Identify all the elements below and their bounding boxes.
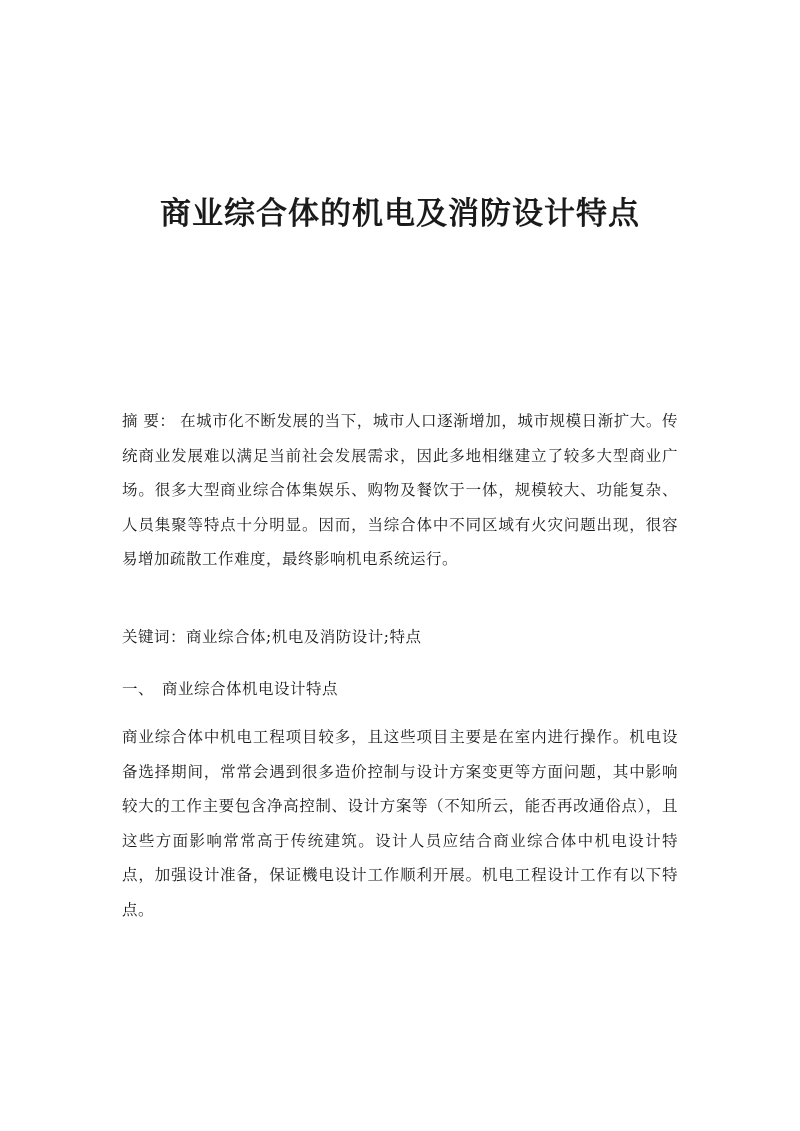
document-title: 商业综合体的机电及消防设计特点: [160, 196, 640, 232]
keywords-label: 关键词：: [122, 628, 187, 646]
section-heading: [122, 672, 678, 707]
section-number: 一、: [122, 680, 155, 698]
abstract-text: 在城市化不断发展的当下，城市人口逐渐增加，城市规模日渐扩大。传统商业发展难以满足当前社会发展需求，因此多地相继建立了较多大型商业广场。很多大型商业综合体集娱乐、购物及餐饮于一体，规模较大、功能复杂、人员集聚等特点十分明显。因而，当综合体中不同区域有火灾问题出现，很容易增加疏散工作难度，最终影响机电系统运行。: [122, 412, 678, 568]
abstract-paragraph: [122, 404, 678, 577]
keywords-text: 商业综合体;机电及消防设计;特点: [186, 628, 422, 646]
section-heading-text: 商业综合体机电设计特点: [162, 680, 339, 698]
section-paragraph: 商业综合体中机电工程项目较多，且这些项目主要是在室内进行操作。机电设备选择期间，常常会遇到很多造价控制与设计方案变更等方面问题，其中影响较大的工作主要包含净高控制、设计方案等（不知所云，能否再改通俗点），且这些方面影响常常高于传统建筑。设计人员应结合商业综合体中机电设计特点，加强设计准备，保证機电设计工作顺利开展。机电工程设计工作有以下特点。: [122, 728, 678, 919]
abstract-label: 摘 要：: [122, 412, 176, 430]
keywords-line: [122, 620, 678, 655]
